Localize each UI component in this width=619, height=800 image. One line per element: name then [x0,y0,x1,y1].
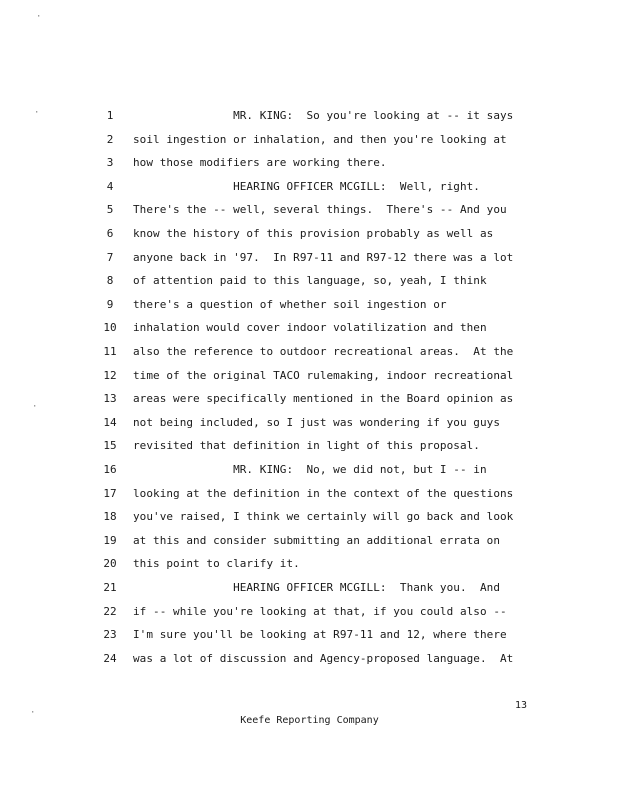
line-text: revisited that definition in light of this proposal. [133,439,480,453]
transcript-line [0,298,619,318]
line-text: time of the original TACO rulemaking, indoor recreational [133,368,514,382]
line-text: MR. KING: So you're looking at -- it says [133,109,514,122]
transcript-line [0,180,619,200]
transcript-line [0,416,619,436]
line-text: was a lot of discussion and Agency-proposed language. At [133,651,514,665]
line-number: 21 [103,581,117,594]
transcript-line [0,392,619,412]
transcript-line [0,487,619,507]
line-number: 7 [106,250,114,264]
line-number: 11 [103,345,117,358]
transcript-line [0,345,619,365]
line-text: looking at the definition in the context of the questions [133,486,514,500]
line-text: know the history of this provision probably as well as [133,227,494,240]
line-number: 22 [103,604,117,618]
line-number: 20 [103,557,117,571]
line-number: 23 [103,628,117,642]
transcript-line [0,203,619,223]
transcript-line [0,463,619,483]
scan-speck: · [36,12,42,22]
scan-speck: · [32,402,38,412]
transcript-line [0,439,619,459]
line-text: areas were specifically mentioned in the Board opinion as [133,392,514,406]
line-text: HEARING OFFICER MCGILL: Well, right. [133,179,480,193]
line-text: soil ingestion or inhalation, and then you're looking at [133,132,507,146]
line-text: inhalation would cover indoor volatilization and then [133,321,487,335]
transcript-line [0,652,619,672]
transcript-line [0,274,619,294]
line-number: 8 [106,274,114,288]
line-text: not being included, so I just was wondering if you guys [133,415,500,429]
line-number: 16 [103,463,117,476]
line-text: at this and consider submitting an additional errata on [133,533,500,547]
line-number: 10 [103,321,117,335]
transcript-line [0,557,619,577]
line-number: 18 [103,510,117,524]
line-number: 19 [103,533,117,547]
transcript-line [0,251,619,271]
line-number: 13 [103,392,117,406]
line-number: 4 [106,179,114,193]
line-number: 24 [103,651,117,665]
transcript-line [0,605,619,625]
transcript-line [0,321,619,341]
line-text: I'm sure you'll be looking at R97-11 and 12, where there [133,628,507,642]
line-number: 3 [106,156,114,170]
line-number: 9 [106,297,114,311]
line-text: this point to clarify it. [133,557,300,571]
transcript-line [0,581,619,601]
page-number: 13 [515,700,528,711]
transcript-line [0,510,619,530]
transcript-line [0,369,619,389]
line-text: you've raised, I think we certainly will go back and look [133,510,514,524]
line-number: 12 [103,368,117,382]
transcript-line [0,156,619,176]
line-text: MR. KING: No, we did not, but I -- in [133,463,487,476]
line-number: 2 [106,132,114,146]
line-number: 1 [106,109,114,122]
line-text: how those modifiers are working there. [133,156,387,170]
transcript-line [0,628,619,648]
line-text: anyone back in '97. In R97-11 and R97-12 there was a lot [133,250,514,264]
scan-speck: · [34,108,40,118]
line-text: HEARING OFFICER MCGILL: Thank you. And [133,581,500,594]
footer-company: Keefe Reporting Company [240,715,379,726]
line-number: 15 [103,439,117,453]
line-number: 17 [103,486,117,500]
transcript-line [0,133,619,153]
transcript-line [0,227,619,247]
line-number: 14 [103,415,117,429]
line-text: if -- while you're looking at that, if you could also -- [133,604,507,618]
transcript-line [0,534,619,554]
scan-speck: · [30,708,36,718]
line-number: 6 [106,227,114,240]
line-text: also the reference to outdoor recreational areas. At the [133,345,514,358]
line-text: There's the -- well, several things. There's -- And you [133,203,507,217]
line-number: 5 [106,203,114,217]
line-text: there's a question of whether soil ingestion or [133,297,447,311]
line-text: of attention paid to this language, so, yeah, I think [133,274,487,288]
transcript-line [0,109,619,129]
